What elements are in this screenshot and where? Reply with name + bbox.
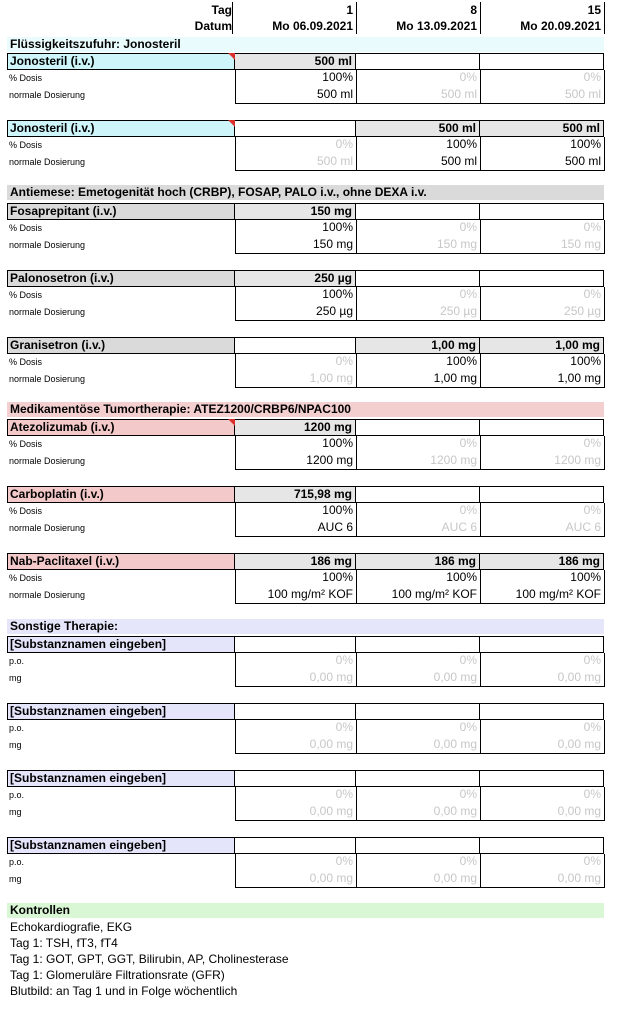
normal-dose-value[interactable]: 0,00 mg — [557, 670, 601, 684]
dose-cell[interactable]: 500 ml — [356, 120, 480, 137]
dose-percent-value[interactable]: 0% — [335, 854, 353, 868]
row-label-normal-dose: normale Dosierung — [9, 157, 86, 167]
cell-divider — [604, 70, 605, 104]
comment-marker-icon[interactable] — [228, 419, 235, 426]
dose-cell[interactable]: 150 mg — [235, 203, 356, 220]
dose-percent-value[interactable]: 0% — [335, 137, 353, 151]
controls-line: Tag 1: Glomeruläre Filtrationsrate (GFR) — [10, 968, 225, 982]
dose-cell[interactable]: 1,00 mg — [356, 337, 480, 354]
row-label-dose-percent: % Dosis — [9, 73, 43, 83]
cell-divider — [235, 603, 604, 604]
cell-divider — [235, 536, 604, 537]
drug-name: Carboplatin (i.v.) — [10, 487, 104, 501]
drug-name-cell[interactable] — [7, 837, 235, 854]
drug-block — [7, 703, 604, 754]
normal-dose-value[interactable]: 100 mg/m² KOF — [267, 587, 353, 601]
drug-block — [7, 419, 604, 470]
drug-block — [7, 120, 604, 171]
dose-percent-value[interactable]: 100% — [322, 220, 353, 234]
normal-dose-value[interactable]: 0,00 mg — [433, 737, 477, 751]
drug-block — [7, 53, 604, 104]
row-label-dose-percent: % Dosis — [9, 357, 43, 367]
drug-name-cell[interactable] — [7, 203, 235, 220]
day-number: 8 — [470, 3, 477, 17]
dose-percent-value[interactable]: 0% — [583, 787, 601, 801]
dose-cell[interactable] — [356, 770, 480, 787]
dose-percent-value[interactable]: 0% — [583, 653, 601, 667]
drug-block — [7, 337, 604, 388]
cell-divider — [235, 820, 604, 821]
dose-cell[interactable]: 186 mg — [480, 553, 604, 570]
dose-cell[interactable] — [235, 636, 356, 653]
normal-dose-value[interactable]: 100 mg/m² KOF — [391, 587, 477, 601]
drug-name: Granisetron (i.v.) — [10, 338, 106, 352]
drug-block — [7, 636, 604, 687]
normal-dose-value[interactable]: 0,00 mg — [309, 670, 353, 684]
drug-name-cell[interactable] — [7, 337, 235, 354]
cell-divider — [604, 720, 605, 754]
row-label-dose-percent: % Dosis — [9, 290, 43, 300]
dose-cell[interactable]: 186 mg — [235, 553, 356, 570]
normal-dose-value[interactable]: 0,00 mg — [557, 737, 601, 751]
row-label-dose-percent: % Dosis — [9, 573, 43, 583]
dose-cell[interactable] — [356, 270, 480, 287]
normal-dose-value[interactable]: AUC 6 — [565, 520, 601, 534]
normal-dose-value[interactable]: 250 µg — [564, 304, 601, 318]
dose-percent-value[interactable]: 0% — [335, 653, 353, 667]
row-label-dose-percent: % Dosis — [9, 506, 43, 516]
dose-cell[interactable]: 186 mg — [356, 553, 480, 570]
dose-cell[interactable] — [235, 837, 356, 854]
normal-dose-value[interactable]: 150 mg — [436, 237, 477, 251]
cell-divider — [235, 469, 604, 470]
day-header — [0, 0, 618, 34]
cell-divider — [235, 103, 604, 104]
cell-divider — [604, 787, 605, 821]
normal-dose-value[interactable]: 500 ml — [316, 87, 353, 101]
row-label-normal-dose: mg — [9, 673, 22, 683]
dose-cell[interactable] — [235, 703, 356, 720]
normal-dose-value[interactable]: 0,00 mg — [557, 804, 601, 818]
tag-label: Tag — [211, 3, 232, 17]
dose-percent-value[interactable]: 0% — [583, 503, 601, 517]
row-label-dose-percent: p.o. — [9, 656, 25, 666]
dose-cell[interactable]: 500 ml — [235, 53, 356, 70]
normal-dose-value[interactable]: 0,00 mg — [309, 737, 353, 751]
drug-name-cell[interactable] — [7, 419, 235, 436]
row-label-normal-dose: normale Dosierung — [9, 374, 86, 384]
section-header: Flüssigkeitszufuhr: Jonosteril — [7, 37, 604, 52]
drug-name-cell[interactable] — [7, 53, 235, 70]
dose-percent-value[interactable]: 100% — [570, 354, 601, 368]
row-label-dose-percent: % Dosis — [9, 140, 43, 150]
dose-percent-value[interactable]: 0% — [459, 503, 477, 517]
cell-divider — [604, 436, 605, 470]
dose-percent-value[interactable]: 100% — [322, 570, 353, 584]
dose-percent-value[interactable]: 0% — [583, 720, 601, 734]
section-header: Sonstige Therapie: — [7, 619, 604, 634]
cell-divider — [604, 503, 605, 537]
drug-name: [Substanznamen eingeben] — [10, 704, 167, 718]
dose-cell[interactable] — [356, 53, 480, 70]
row-label-normal-dose: normale Dosierung — [9, 240, 86, 250]
drug-name: Jonosteril (i.v.) — [10, 54, 95, 68]
dose-cell[interactable]: 1,00 mg — [480, 337, 604, 354]
dose-cell[interactable] — [480, 636, 604, 653]
row-label-dose-percent: p.o. — [9, 723, 25, 733]
cell-divider — [604, 653, 605, 687]
dose-percent-value[interactable]: 100% — [570, 570, 601, 584]
dose-percent-value[interactable]: 0% — [459, 720, 477, 734]
row-label-normal-dose: normale Dosierung — [9, 307, 86, 317]
cell-divider — [235, 753, 604, 754]
dose-percent-value[interactable]: 0% — [335, 354, 353, 368]
header-divider — [356, 2, 357, 34]
controls-line: Tag 1: TSH, fT3, fT4 — [10, 936, 118, 950]
drug-name-cell[interactable] — [7, 553, 235, 570]
drug-name: Jonosteril (i.v.) — [10, 121, 95, 135]
dose-percent-value[interactable]: 100% — [322, 503, 353, 517]
dose-percent-value[interactable]: 100% — [446, 354, 477, 368]
controls-line: Tag 1: GOT, GPT, GGT, Bilirubin, AP, Cholinesterase — [10, 952, 289, 966]
dose-percent-value[interactable]: 100% — [570, 137, 601, 151]
row-label-dose-percent: p.o. — [9, 857, 25, 867]
dose-cell[interactable] — [356, 837, 480, 854]
drug-name: [Substanznamen eingeben] — [10, 838, 167, 852]
dose-cell[interactable] — [235, 337, 356, 354]
drug-name: Atezolizumab (i.v.) — [10, 420, 115, 434]
drug-name-cell[interactable] — [7, 270, 235, 287]
dose-cell[interactable] — [480, 770, 604, 787]
dose-percent-value[interactable]: 100% — [322, 436, 353, 450]
dose-percent-value[interactable]: 0% — [583, 220, 601, 234]
normal-dose-value[interactable]: 0,00 mg — [433, 871, 477, 885]
dose-percent-value[interactable]: 0% — [583, 436, 601, 450]
normal-dose-value[interactable]: 1200 mg — [554, 453, 601, 467]
drug-name-cell[interactable] — [7, 703, 235, 720]
normal-dose-value[interactable]: 500 ml — [564, 87, 601, 101]
dose-percent-value[interactable]: 0% — [583, 287, 601, 301]
row-label-normal-dose: normale Dosierung — [9, 456, 86, 466]
normal-dose-value[interactable]: 0,00 mg — [309, 871, 353, 885]
dose-cell[interactable] — [235, 120, 356, 137]
dose-cell[interactable]: 250 µg — [235, 270, 356, 287]
header-divider — [604, 2, 605, 34]
header-divider — [480, 2, 481, 34]
dose-cell[interactable] — [480, 53, 604, 70]
normal-dose-value[interactable]: 250 µg — [440, 304, 477, 318]
dose-cell[interactable]: 715,98 mg — [235, 486, 356, 503]
dose-percent-value[interactable]: 0% — [459, 653, 477, 667]
dose-cell[interactable] — [480, 203, 604, 220]
comment-marker-icon[interactable] — [228, 120, 235, 127]
dose-percent-value[interactable]: 0% — [459, 287, 477, 301]
cell-divider — [235, 320, 604, 321]
dose-cell[interactable] — [480, 270, 604, 287]
controls-title: Kontrollen — [7, 903, 604, 918]
normal-dose-value[interactable]: 1200 mg — [306, 453, 353, 467]
normal-dose-value[interactable]: 0,00 mg — [557, 871, 601, 885]
row-label-dose-percent: % Dosis — [9, 223, 43, 233]
dose-percent-value[interactable]: 100% — [322, 70, 353, 84]
row-label-normal-dose: mg — [9, 874, 22, 884]
drug-name-cell[interactable] — [7, 770, 235, 787]
drug-block — [7, 553, 604, 604]
row-label-dose-percent: % Dosis — [9, 439, 43, 449]
normal-dose-value[interactable]: 500 ml — [564, 154, 601, 168]
cell-divider — [604, 137, 605, 171]
dose-cell[interactable] — [480, 486, 604, 503]
dose-cell[interactable] — [356, 419, 480, 436]
cell-divider — [235, 253, 604, 254]
drug-block — [7, 837, 604, 888]
datum-label: Datum — [194, 19, 232, 33]
cell-divider — [235, 686, 604, 687]
normal-dose-value[interactable]: 500 ml — [440, 154, 477, 168]
day-number: 1 — [346, 3, 353, 17]
dose-cell[interactable] — [480, 837, 604, 854]
dose-percent-value[interactable]: 100% — [446, 137, 477, 151]
dose-percent-value[interactable]: 0% — [459, 436, 477, 450]
drug-name: Palonosetron (i.v.) — [10, 271, 114, 285]
normal-dose-value[interactable]: 0,00 mg — [309, 804, 353, 818]
normal-dose-value[interactable]: AUC 6 — [441, 520, 477, 534]
normal-dose-value[interactable]: 150 mg — [560, 237, 601, 251]
dose-percent-value[interactable]: 0% — [459, 854, 477, 868]
normal-dose-value[interactable]: 1,00 mg — [433, 371, 477, 385]
dose-percent-value[interactable]: 0% — [583, 854, 601, 868]
normal-dose-value[interactable]: 1,00 mg — [557, 371, 601, 385]
day-date: Mo 13.09.2021 — [396, 19, 477, 33]
drug-block — [7, 486, 604, 537]
normal-dose-value[interactable]: 500 ml — [316, 154, 353, 168]
normal-dose-value[interactable]: AUC 6 — [317, 520, 353, 534]
dose-cell[interactable] — [235, 770, 356, 787]
dose-percent-value[interactable]: 0% — [335, 787, 353, 801]
row-label-normal-dose: normale Dosierung — [9, 590, 86, 600]
row-label-normal-dose: mg — [9, 807, 22, 817]
cell-divider — [235, 387, 604, 388]
drug-name-cell[interactable] — [7, 486, 235, 503]
row-label-normal-dose: mg — [9, 740, 22, 750]
drug-name: [Substanznamen eingeben] — [10, 637, 167, 651]
dose-percent-value[interactable]: 0% — [459, 787, 477, 801]
comment-marker-icon[interactable] — [228, 53, 235, 60]
normal-dose-value[interactable]: 150 mg — [312, 237, 353, 251]
cell-divider — [604, 354, 605, 388]
header-divider — [232, 2, 233, 34]
drug-name-cell[interactable] — [7, 636, 235, 653]
row-label-dose-percent: p.o. — [9, 790, 25, 800]
dose-percent-value[interactable]: 0% — [335, 720, 353, 734]
cell-divider — [604, 287, 605, 321]
controls-line: Blutbild: an Tag 1 und in Folge wöchentlich — [10, 984, 238, 998]
normal-dose-value[interactable]: 500 ml — [440, 87, 477, 101]
dose-percent-value[interactable]: 0% — [459, 220, 477, 234]
dose-cell[interactable] — [356, 486, 480, 503]
section-header: Antiemese: Emetogenität hoch (CRBP), FOSAP, PALO i.v., ohne DEXA i.v. — [7, 185, 604, 200]
normal-dose-value[interactable]: 100 mg/m² KOF — [515, 587, 601, 601]
drug-name: [Substanznamen eingeben] — [10, 771, 167, 785]
day-number: 15 — [587, 3, 601, 17]
row-label-normal-dose: normale Dosierung — [9, 90, 86, 100]
drug-name: Fosaprepitant (i.v.) — [10, 204, 117, 218]
dose-cell[interactable] — [356, 203, 480, 220]
drug-block — [7, 770, 604, 821]
drug-name-cell[interactable] — [7, 120, 235, 137]
dose-cell[interactable]: 500 ml — [480, 120, 604, 137]
row-label-normal-dose: normale Dosierung — [9, 523, 86, 533]
normal-dose-value[interactable]: 1,00 mg — [309, 371, 353, 385]
drug-block — [7, 270, 604, 321]
cell-divider — [604, 854, 605, 888]
normal-dose-value[interactable]: 1200 mg — [430, 453, 477, 467]
day-date: Mo 06.09.2021 — [272, 19, 353, 33]
cell-divider — [604, 220, 605, 254]
cell-divider — [604, 570, 605, 604]
dose-percent-value[interactable]: 0% — [459, 70, 477, 84]
drug-name: Nab-Paclitaxel (i.v.) — [10, 554, 120, 568]
dose-percent-value[interactable]: 100% — [446, 570, 477, 584]
dose-percent-value[interactable]: 0% — [583, 70, 601, 84]
section-header: Medikamentöse Tumortherapie: ATEZ1200/CRBP6/NPAC100 — [7, 402, 604, 417]
cell-divider — [235, 887, 604, 888]
normal-dose-value[interactable]: 250 µg — [316, 304, 353, 318]
dose-cell[interactable]: 1200 mg — [235, 419, 356, 436]
controls-line: Echokardiografie, EKG — [10, 920, 133, 934]
cell-divider — [235, 170, 604, 171]
dose-percent-value[interactable]: 100% — [322, 287, 353, 301]
day-date: Mo 20.09.2021 — [520, 19, 601, 33]
dose-cell[interactable] — [480, 419, 604, 436]
dose-cell[interactable] — [480, 703, 604, 720]
dose-cell[interactable] — [356, 703, 480, 720]
normal-dose-value[interactable]: 0,00 mg — [433, 804, 477, 818]
dose-cell[interactable] — [356, 636, 480, 653]
normal-dose-value[interactable]: 0,00 mg — [433, 670, 477, 684]
drug-block — [7, 203, 604, 254]
